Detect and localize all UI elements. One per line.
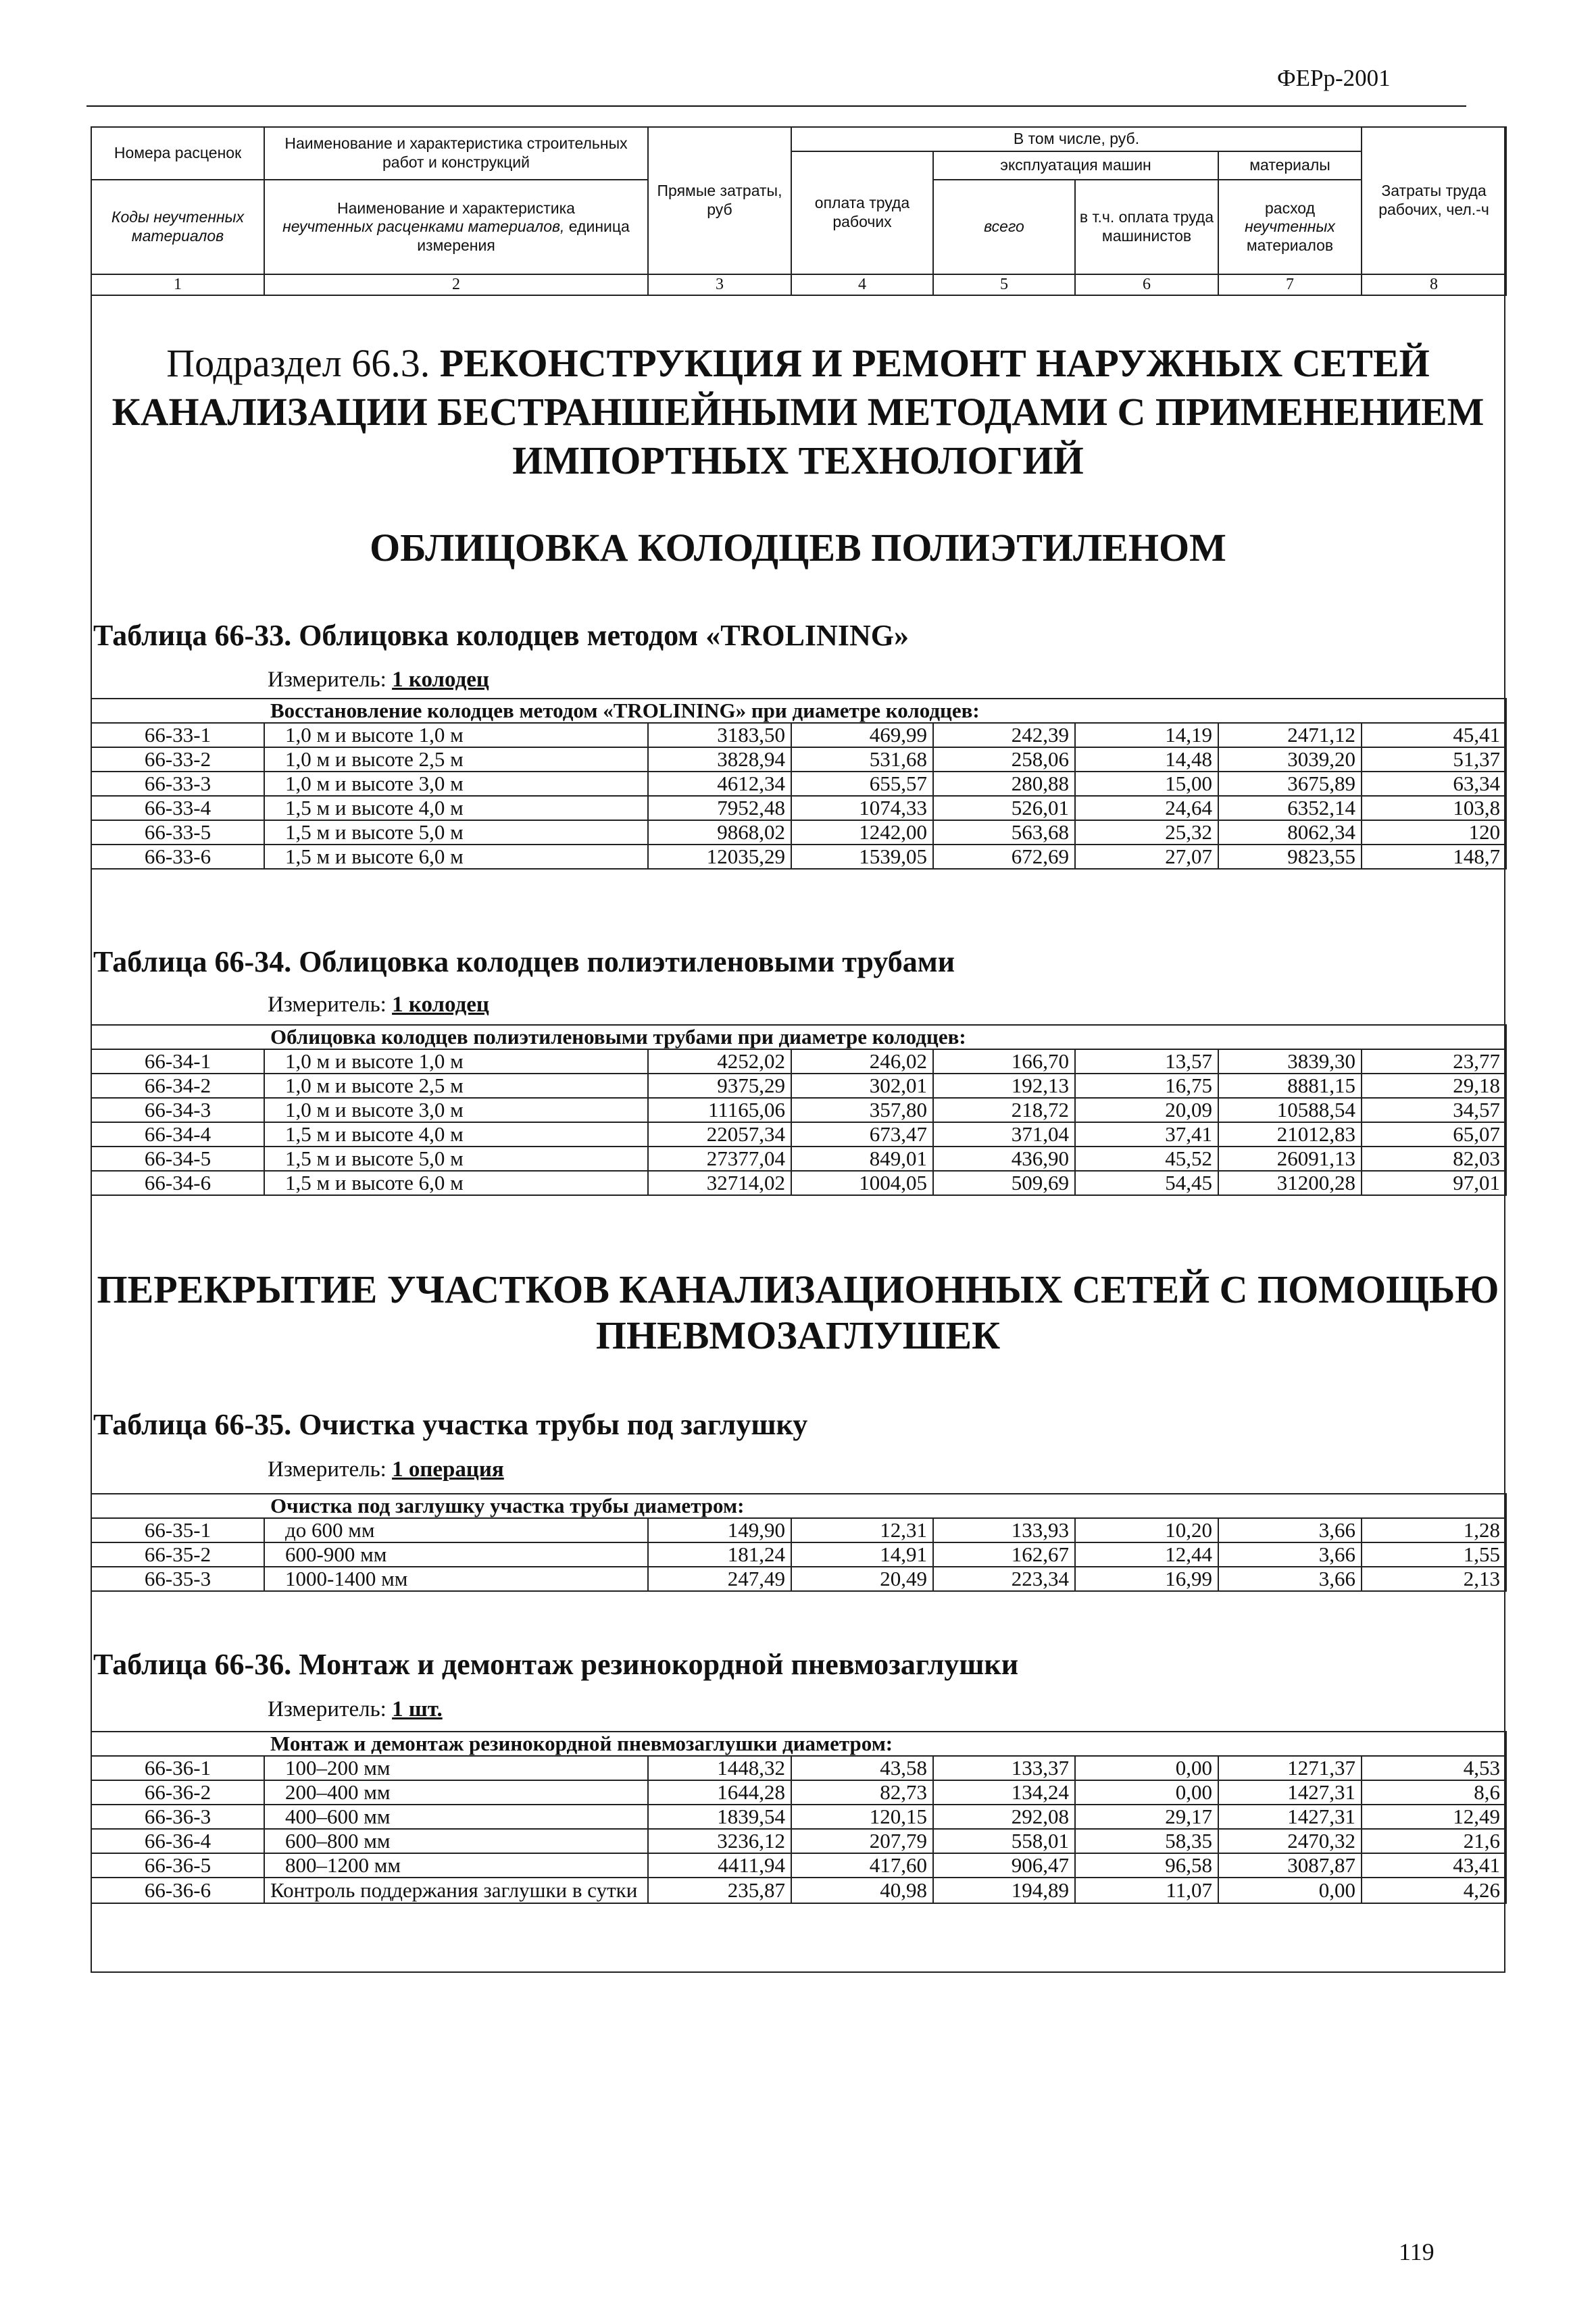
rate-name-cell: 600-900 мм	[264, 1542, 648, 1567]
table-row	[91, 772, 1506, 796]
machine-total-cell: 371,04	[933, 1122, 1075, 1147]
machine-total-cell: 133,93	[933, 1518, 1075, 1542]
workers-pay-cell: 82,73	[791, 1780, 933, 1805]
col-num: 3	[648, 274, 791, 295]
direct-costs-cell: 1839,54	[648, 1805, 791, 1829]
material-use-cell: 3,66	[1218, 1567, 1362, 1591]
direct-costs-cell: 181,24	[648, 1542, 791, 1567]
table-number: Таблица 66-36.	[93, 1648, 292, 1681]
workers-pay-cell: 531,68	[791, 747, 933, 772]
col-num: 1	[91, 274, 264, 295]
rate-code-cell: 66-34-3	[91, 1098, 264, 1122]
table-name: Очистка участка трубы под заглушку	[291, 1408, 808, 1441]
table-title-66-35	[93, 1407, 807, 1442]
rate-name-cell: до 600 мм	[264, 1518, 648, 1542]
material-use-cell: 1427,31	[1218, 1780, 1362, 1805]
material-use-cell: 3039,20	[1218, 747, 1362, 772]
rate-code-cell: 66-34-1	[91, 1049, 264, 1074]
col-material-use-c: материалов	[1246, 236, 1334, 254]
operators-pay-cell: 14,19	[1075, 723, 1218, 747]
labor-cell: 23,77	[1362, 1049, 1506, 1074]
table-name: Облицовка колодцев методом «TROLINING»	[291, 619, 909, 652]
column-header-table	[91, 126, 1507, 296]
workers-pay-cell: 1539,05	[791, 845, 933, 869]
operators-pay-cell: 16,99	[1075, 1567, 1218, 1591]
operators-pay-cell: 29,17	[1075, 1805, 1218, 1829]
material-use-cell: 3675,89	[1218, 772, 1362, 796]
rate-name-cell: 1,5 м и высоте 5,0 м	[264, 820, 648, 845]
direct-costs-cell: 235,87	[648, 1878, 791, 1903]
direct-costs-cell: 247,49	[648, 1567, 791, 1591]
workers-pay-cell: 1004,05	[791, 1171, 933, 1195]
rate-name-cell: 1,0 м и высоте 3,0 м	[264, 772, 648, 796]
table-row	[91, 1542, 1506, 1567]
labor-cell: 1,55	[1362, 1542, 1506, 1567]
col-direct-costs: Прямые затраты, руб	[648, 127, 791, 274]
rate-code-cell: 66-35-3	[91, 1567, 264, 1591]
table-number: Таблица 66-33.	[93, 619, 292, 652]
operators-pay-cell: 0,00	[1075, 1780, 1218, 1805]
machine-total-cell: 280,88	[933, 772, 1075, 796]
direct-costs-cell: 3236,12	[648, 1829, 791, 1853]
rate-code-cell: 66-33-4	[91, 796, 264, 820]
operators-pay-cell: 27,07	[1075, 845, 1218, 869]
labor-cell: 29,18	[1362, 1074, 1506, 1098]
table-caption-row	[91, 1025, 1506, 1049]
direct-costs-cell: 3183,50	[648, 723, 791, 747]
rate-name-cell: 1,5 м и высоте 6,0 м	[264, 1171, 648, 1195]
table-row	[91, 845, 1506, 869]
material-use-cell: 2470,32	[1218, 1829, 1362, 1853]
measure-unit-66-33	[268, 668, 489, 693]
machine-total-cell: 192,13	[933, 1074, 1075, 1098]
direct-costs-cell: 11165,06	[648, 1098, 791, 1122]
table-row	[91, 1171, 1506, 1195]
col-materials: материалы	[1218, 151, 1362, 180]
table-row	[91, 1829, 1506, 1853]
material-use-cell: 2471,12	[1218, 723, 1362, 747]
table-row	[91, 1853, 1506, 1878]
direct-costs-cell: 4612,34	[648, 772, 791, 796]
measure-unit-66-36	[268, 1697, 443, 1722]
rate-code-cell: 66-34-5	[91, 1147, 264, 1171]
labor-cell: 120	[1362, 820, 1506, 845]
rate-code-cell: 66-33-1	[91, 723, 264, 747]
col-material-use-b: неучтенных	[1245, 218, 1335, 236]
measure-unit-66-35	[268, 1457, 504, 1482]
rate-name-cell: 200–400 мм	[264, 1780, 648, 1805]
machine-total-cell: 509,69	[933, 1171, 1075, 1195]
rate-name-cell: 1,0 м и высоте 1,0 м	[264, 723, 648, 747]
rate-name-cell: 1,5 м и высоте 4,0 м	[264, 796, 648, 820]
table-row	[91, 1878, 1506, 1903]
workers-pay-cell: 20,49	[791, 1567, 933, 1591]
rate-name-cell: 400–600 мм	[264, 1805, 648, 1829]
labor-cell: 63,34	[1362, 772, 1506, 796]
table-row	[91, 796, 1506, 820]
labor-cell: 43,41	[1362, 1853, 1506, 1878]
material-use-cell: 9823,55	[1218, 845, 1362, 869]
material-use-cell: 1271,37	[1218, 1756, 1362, 1780]
rate-code-cell: 66-36-3	[91, 1805, 264, 1829]
rate-name-cell: 1,0 м и высоте 2,5 м	[264, 747, 648, 772]
machine-total-cell: 436,90	[933, 1147, 1075, 1171]
table-row	[91, 1518, 1506, 1542]
workers-pay-cell: 302,01	[791, 1074, 933, 1098]
labor-cell: 103,8	[1362, 796, 1506, 820]
table-name: Монтаж и демонтаж резинокордной пневмозаглушки	[291, 1648, 1019, 1681]
table-caption-row	[91, 1732, 1506, 1756]
table-caption-row	[91, 699, 1506, 723]
labor-cell: 1,28	[1362, 1518, 1506, 1542]
operators-pay-cell: 12,44	[1075, 1542, 1218, 1567]
col-material-name-b: неучтенных расценками материалов,	[282, 218, 565, 236]
material-use-cell: 1427,31	[1218, 1805, 1362, 1829]
rate-name-cell: 1,0 м и высоте 2,5 м	[264, 1074, 648, 1098]
workers-pay-cell: 417,60	[791, 1853, 933, 1878]
direct-costs-cell: 22057,34	[648, 1122, 791, 1147]
machine-total-cell: 134,24	[933, 1780, 1075, 1805]
labor-cell: 2,13	[1362, 1567, 1506, 1591]
rate-name-cell: 1,0 м и высоте 3,0 м	[264, 1098, 648, 1122]
direct-costs-cell: 9375,29	[648, 1074, 791, 1098]
operators-pay-cell: 96,58	[1075, 1853, 1218, 1878]
labor-cell: 21,6	[1362, 1829, 1506, 1853]
rate-name-cell: 1000-1400 мм	[264, 1567, 648, 1591]
rate-code-cell: 66-34-4	[91, 1122, 264, 1147]
labor-cell: 45,41	[1362, 723, 1506, 747]
labor-cell: 4,26	[1362, 1878, 1506, 1903]
workers-pay-cell: 12,31	[791, 1518, 933, 1542]
labor-cell: 97,01	[1362, 1171, 1506, 1195]
rate-name-cell: 800–1200 мм	[264, 1853, 648, 1878]
table-row	[91, 1567, 1506, 1591]
workers-pay-cell: 207,79	[791, 1829, 933, 1853]
direct-costs-cell: 12035,29	[648, 845, 791, 869]
direct-costs-cell: 3828,94	[648, 747, 791, 772]
table-66-34	[91, 1024, 1507, 1196]
col-labor: Затраты труда рабочих, чел.-ч	[1362, 127, 1506, 274]
rate-code-cell: 66-34-2	[91, 1074, 264, 1098]
section-heading-plugs: ПЕРЕКРЫТИЕ УЧАСТКОВ КАНАЛИЗАЦИОННЫХ СЕТЕЙ С ПОМОЩЬЮ ПНЕВМОЗАГЛУШЕК	[97, 1267, 1499, 1357]
labor-cell: 51,37	[1362, 747, 1506, 772]
col-work-name: Наименование и характеристика строительных работ и конструкций	[264, 127, 648, 180]
measure-label: Измеритель:	[268, 1457, 393, 1482]
machine-total-cell: 162,67	[933, 1542, 1075, 1567]
material-use-cell: 0,00	[1218, 1878, 1362, 1903]
material-use-cell: 31200,28	[1218, 1171, 1362, 1195]
machine-total-cell: 242,39	[933, 723, 1075, 747]
table-title-66-34	[93, 945, 955, 979]
rate-code-cell: 66-36-6	[91, 1878, 264, 1903]
operators-pay-cell: 20,09	[1075, 1098, 1218, 1122]
rate-name-cell: 100–200 мм	[264, 1756, 648, 1780]
table-title-66-33	[93, 618, 909, 653]
col-rate-numbers: Номера расценок	[91, 127, 264, 180]
col-num: 6	[1075, 274, 1218, 295]
direct-costs-cell: 9868,02	[648, 820, 791, 845]
operators-pay-cell: 15,00	[1075, 772, 1218, 796]
table-row	[91, 1805, 1506, 1829]
direct-costs-cell: 7952,48	[648, 796, 791, 820]
table-caption-row	[91, 1494, 1506, 1518]
rate-code-cell: 66-33-3	[91, 772, 264, 796]
table-row	[91, 1074, 1506, 1098]
direct-costs-cell: 4252,02	[648, 1049, 791, 1074]
measure-unit-66-34	[268, 992, 489, 1017]
measure-value: 1 колодец	[392, 668, 489, 692]
machine-total-cell: 258,06	[933, 747, 1075, 772]
workers-pay-cell: 120,15	[791, 1805, 933, 1829]
operators-pay-cell: 45,52	[1075, 1147, 1218, 1171]
rate-code-cell: 66-36-1	[91, 1756, 264, 1780]
table-title-66-36	[93, 1647, 1018, 1682]
table-row	[91, 1780, 1506, 1805]
operators-pay-cell: 16,75	[1075, 1074, 1218, 1098]
table-66-35	[91, 1493, 1507, 1592]
col-material-name-c: единица измерения	[417, 218, 630, 254]
operators-pay-cell: 58,35	[1075, 1829, 1218, 1853]
section-heading-lining: ОБЛИЦОВКА КОЛОДЦЕВ ПОЛИЭТИЛЕНОМ	[370, 526, 1226, 570]
labor-cell: 65,07	[1362, 1122, 1506, 1147]
labor-cell: 82,03	[1362, 1147, 1506, 1171]
col-machine-total: всего	[933, 180, 1075, 274]
table-caption: Монтаж и демонтаж резинокордной пневмозаглушки диаметром:	[91, 1732, 1506, 1756]
operators-pay-cell: 14,48	[1075, 747, 1218, 772]
col-material-name	[264, 180, 648, 274]
rate-name-cell: 1,5 м и высоте 5,0 м	[264, 1147, 648, 1171]
col-num: 4	[791, 274, 933, 295]
direct-costs-cell: 4411,94	[648, 1853, 791, 1878]
workers-pay-cell: 246,02	[791, 1049, 933, 1074]
rate-code-cell: 66-36-2	[91, 1780, 264, 1805]
machine-total-cell: 563,68	[933, 820, 1075, 845]
document-code: ФЕРр-2001	[1277, 65, 1391, 91]
machine-total-cell: 218,72	[933, 1098, 1075, 1122]
operators-pay-cell: 0,00	[1075, 1756, 1218, 1780]
workers-pay-cell: 1242,00	[791, 820, 933, 845]
col-num: 8	[1362, 274, 1506, 295]
workers-pay-cell: 673,47	[791, 1122, 933, 1147]
rate-name-cell: 1,0 м и высоте 1,0 м	[264, 1049, 648, 1074]
measure-label: Измеритель:	[268, 1697, 393, 1721]
measure-value: 1 шт.	[392, 1697, 443, 1721]
material-use-cell: 26091,13	[1218, 1147, 1362, 1171]
col-num: 5	[933, 274, 1075, 295]
table-caption: Очистка под заглушку участка трубы диаметром:	[91, 1494, 1506, 1518]
rate-code-cell: 66-33-2	[91, 747, 264, 772]
labor-cell: 8,6	[1362, 1780, 1506, 1805]
col-num: 2	[264, 274, 648, 295]
material-use-cell: 3,66	[1218, 1518, 1362, 1542]
rate-code-cell: 66-36-4	[91, 1829, 264, 1853]
col-including: В том числе, руб.	[791, 127, 1362, 151]
table-row	[91, 1756, 1506, 1780]
table-row	[91, 1147, 1506, 1171]
material-use-cell: 3839,30	[1218, 1049, 1362, 1074]
subsection-title	[91, 339, 1505, 485]
page-number: 119	[1399, 2238, 1435, 2265]
header-rule	[86, 105, 1466, 107]
machine-total-cell: 194,89	[933, 1878, 1075, 1903]
col-num: 7	[1218, 274, 1362, 295]
rate-name-cell: Контроль поддержания заглушки в сутки	[264, 1878, 648, 1903]
labor-cell: 4,53	[1362, 1756, 1506, 1780]
direct-costs-cell: 1448,32	[648, 1756, 791, 1780]
measure-value: 1 операция	[392, 1457, 504, 1482]
operators-pay-cell: 13,57	[1075, 1049, 1218, 1074]
table-66-33	[91, 698, 1507, 870]
operators-pay-cell: 37,41	[1075, 1122, 1218, 1147]
col-workers-pay: оплата труда рабочих	[791, 151, 933, 274]
col-material-use-a: расход	[1264, 199, 1316, 217]
col-material-name-a: Наименование и характеристика	[337, 199, 575, 217]
machine-total-cell: 672,69	[933, 845, 1075, 869]
material-use-cell: 3087,87	[1218, 1853, 1362, 1878]
workers-pay-cell: 40,98	[791, 1878, 933, 1903]
labor-cell: 148,7	[1362, 845, 1506, 869]
direct-costs-cell: 32714,02	[648, 1171, 791, 1195]
operators-pay-cell: 54,45	[1075, 1171, 1218, 1195]
measure-label: Измеритель:	[268, 992, 393, 1017]
workers-pay-cell: 849,01	[791, 1147, 933, 1171]
operators-pay-cell: 24,64	[1075, 796, 1218, 820]
subsection-lead: Подраздел 66.3.	[166, 341, 440, 385]
workers-pay-cell: 469,99	[791, 723, 933, 747]
table-66-36	[91, 1731, 1507, 1904]
machine-total-cell: 906,47	[933, 1853, 1075, 1878]
workers-pay-cell: 43,58	[791, 1756, 933, 1780]
machine-total-cell: 166,70	[933, 1049, 1075, 1074]
material-use-cell: 3,66	[1218, 1542, 1362, 1567]
col-codes: Коды неучтенных материалов	[91, 180, 264, 274]
rate-code-cell: 66-33-5	[91, 820, 264, 845]
labor-cell: 12,49	[1362, 1805, 1506, 1829]
rate-name-cell: 600–800 мм	[264, 1829, 648, 1853]
workers-pay-cell: 1074,33	[791, 796, 933, 820]
table-row	[91, 1122, 1506, 1147]
table-caption: Облицовка колодцев полиэтиленовыми трубами при диаметре колодцев:	[91, 1025, 1506, 1049]
col-material-use	[1218, 180, 1362, 274]
machine-total-cell: 526,01	[933, 796, 1075, 820]
table-caption: Восстановление колодцев методом «TROLINING» при диаметре колодцев:	[91, 699, 1506, 723]
direct-costs-cell: 149,90	[648, 1518, 791, 1542]
table-name: Облицовка колодцев полиэтиленовыми трубами	[291, 945, 955, 978]
table-row	[91, 1049, 1506, 1074]
direct-costs-cell: 1644,28	[648, 1780, 791, 1805]
rate-code-cell: 66-36-5	[91, 1853, 264, 1878]
machine-total-cell: 223,34	[933, 1567, 1075, 1591]
operators-pay-cell: 10,20	[1075, 1518, 1218, 1542]
material-use-cell: 10588,54	[1218, 1098, 1362, 1122]
machine-total-cell: 292,08	[933, 1805, 1075, 1829]
table-row	[91, 1098, 1506, 1122]
material-use-cell: 21012,83	[1218, 1122, 1362, 1147]
machine-total-cell: 133,37	[933, 1756, 1075, 1780]
material-use-cell: 6352,14	[1218, 796, 1362, 820]
rate-code-cell: 66-35-2	[91, 1542, 264, 1567]
rate-code-cell: 66-34-6	[91, 1171, 264, 1195]
operators-pay-cell: 11,07	[1075, 1878, 1218, 1903]
table-row	[91, 723, 1506, 747]
table-number: Таблица 66-35.	[93, 1408, 292, 1441]
rate-name-cell: 1,5 м и высоте 6,0 м	[264, 845, 648, 869]
col-machine-ops: эксплуатация машин	[933, 151, 1218, 180]
workers-pay-cell: 14,91	[791, 1542, 933, 1567]
material-use-cell: 8062,34	[1218, 820, 1362, 845]
rate-code-cell: 66-33-6	[91, 845, 264, 869]
direct-costs-cell: 27377,04	[648, 1147, 791, 1171]
workers-pay-cell: 357,80	[791, 1098, 933, 1122]
subsection-heading: РЕКОНСТРУКЦИЯ И РЕМОНТ НАРУЖНЫХ СЕТЕЙ КАНАЛИЗАЦИИ БЕСТРАНШЕЙНЫМИ МЕТОДАМИ С ПРИМЕНЕНИЕМ ИМПОРТНЫХ ТЕХНОЛОГИЙ	[111, 341, 1485, 482]
table-row	[91, 820, 1506, 845]
operators-pay-cell: 25,32	[1075, 820, 1218, 845]
table-number: Таблица 66-34.	[93, 945, 292, 978]
rate-name-cell: 1,5 м и высоте 4,0 м	[264, 1122, 648, 1147]
rate-code-cell: 66-35-1	[91, 1518, 264, 1542]
labor-cell: 34,57	[1362, 1098, 1506, 1122]
machine-total-cell: 558,01	[933, 1829, 1075, 1853]
material-use-cell: 8881,15	[1218, 1074, 1362, 1098]
measure-value: 1 колодец	[392, 992, 489, 1017]
col-operators-pay: в т.ч. оплата труда машинистов	[1075, 180, 1218, 274]
table-row	[91, 747, 1506, 772]
workers-pay-cell: 655,57	[791, 772, 933, 796]
measure-label: Измеритель:	[268, 668, 393, 692]
